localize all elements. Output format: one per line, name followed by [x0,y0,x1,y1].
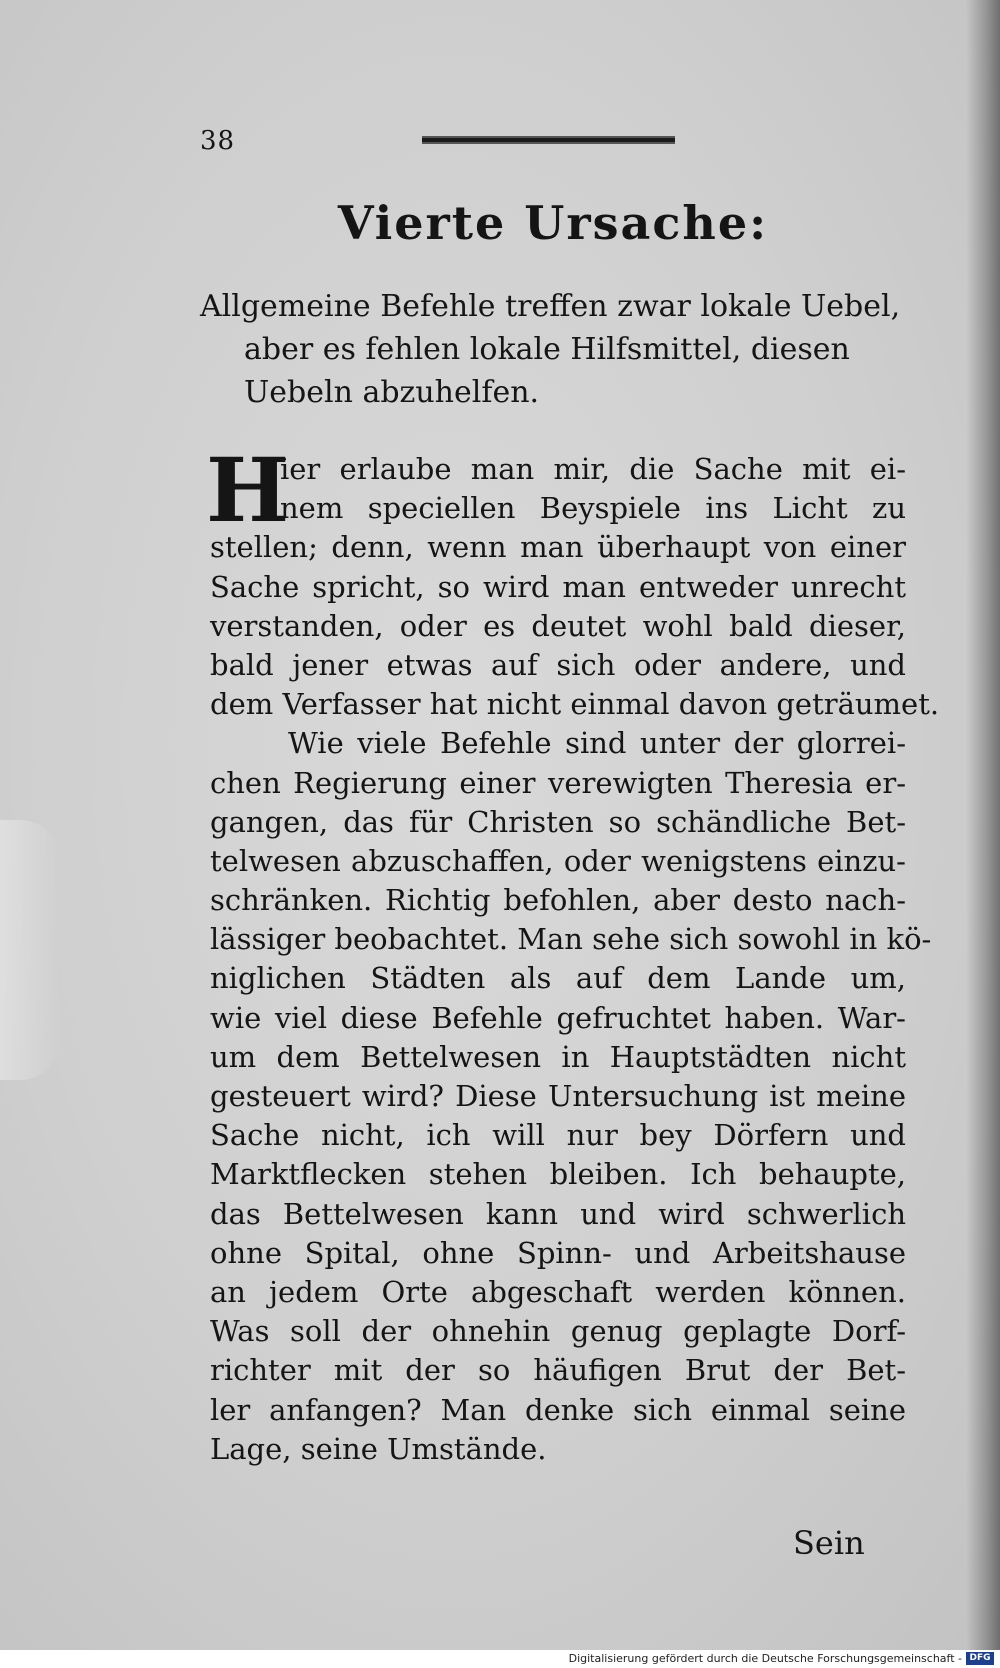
chapter-subtitle [200,285,906,414]
text-line: gesteuert wird? Diese Untersuchung ist meine [210,1079,906,1113]
text-line: stellen; denn, wenn man überhaupt von einer [210,530,906,565]
text-line: niglichen Städten als auf dem Lande um, [210,961,906,996]
text-line: chen Regierung einer verewigten Theresia er- [210,765,906,800]
text-line: Lage, seine Umstände. [210,1431,547,1466]
drop-cap: H [206,438,290,542]
chapter-heading: Vierte Ursache: [337,196,769,250]
page-fold-highlight [0,820,60,1080]
text-line: ler anfangen? Man denke sich einmal seine [210,1392,906,1427]
subtitle-line: aber es fehlen lokale Hilfsmittel, diesen [244,332,850,367]
header-rule [422,136,675,144]
text-line: wie viel diese Befehle gefruchtet haben. War- [210,1000,906,1035]
text-line: nem speciellen Beyspiele ins Licht zu [280,491,906,526]
body-text [210,450,940,1469]
text-line: lässiger beobachtet. Man sehe sich sowohl in kö- [210,922,932,957]
page-number: 38 [200,126,236,156]
text-line: Wie viele Befehle sind unter der glorrei- [288,726,906,761]
catchword: Sein [793,1524,865,1562]
text-line: schränken. Richtig befohlen, aber desto nach- [210,883,906,918]
text-line: an jedem Orte abgeschaft werden können. [210,1274,906,1309]
text-line: Marktflecken stehen bleiben. Ich behaupte, [210,1157,906,1192]
text-line: Sache nicht, ich will nur bey Dörfern und [210,1118,906,1153]
text-line: ier erlaube man mir, die Sache mit ei- [280,452,906,486]
text-line: bald jener etwas auf sich oder andere, und [210,647,906,682]
subtitle-line: Allgemeine Befehle treffen zwar lokale Uebel, [200,289,901,324]
text-line: dem Verfasser hat nicht einmal davon geträumet. [210,687,940,722]
text-line: das Bettelwesen kann und wird schwerlich [210,1196,906,1231]
text-line: ohne Spital, ohne Spinn- und Arbeitshause [210,1235,906,1270]
text-line: Sache spricht, so wird man entweder unrecht [210,569,906,604]
text-line: richter mit der so häufigen Brut der Bet- [210,1353,906,1388]
text-line: telwesen abzuschaffen, oder wenigstens einzu- [210,843,906,878]
subtitle-line: Uebeln abzuhelfen. [244,375,540,410]
text-line: Was soll der ohnehin genug geplagte Dorf- [210,1314,906,1349]
footer-credit: Digitalisierung gefördert durch die Deutsche Forschungsgemeinschaft - [568,1652,962,1665]
text-line: gangen, das für Christen so schändliche Bet- [210,804,906,839]
text-line: um dem Bettelwesen in Hauptstädten nicht [210,1039,906,1074]
text-line: verstanden, oder es deutet wohl bald dieser, [210,608,906,643]
dfg-logo-icon: DFG [966,1652,994,1665]
page-edge-shadow [966,0,1000,1650]
